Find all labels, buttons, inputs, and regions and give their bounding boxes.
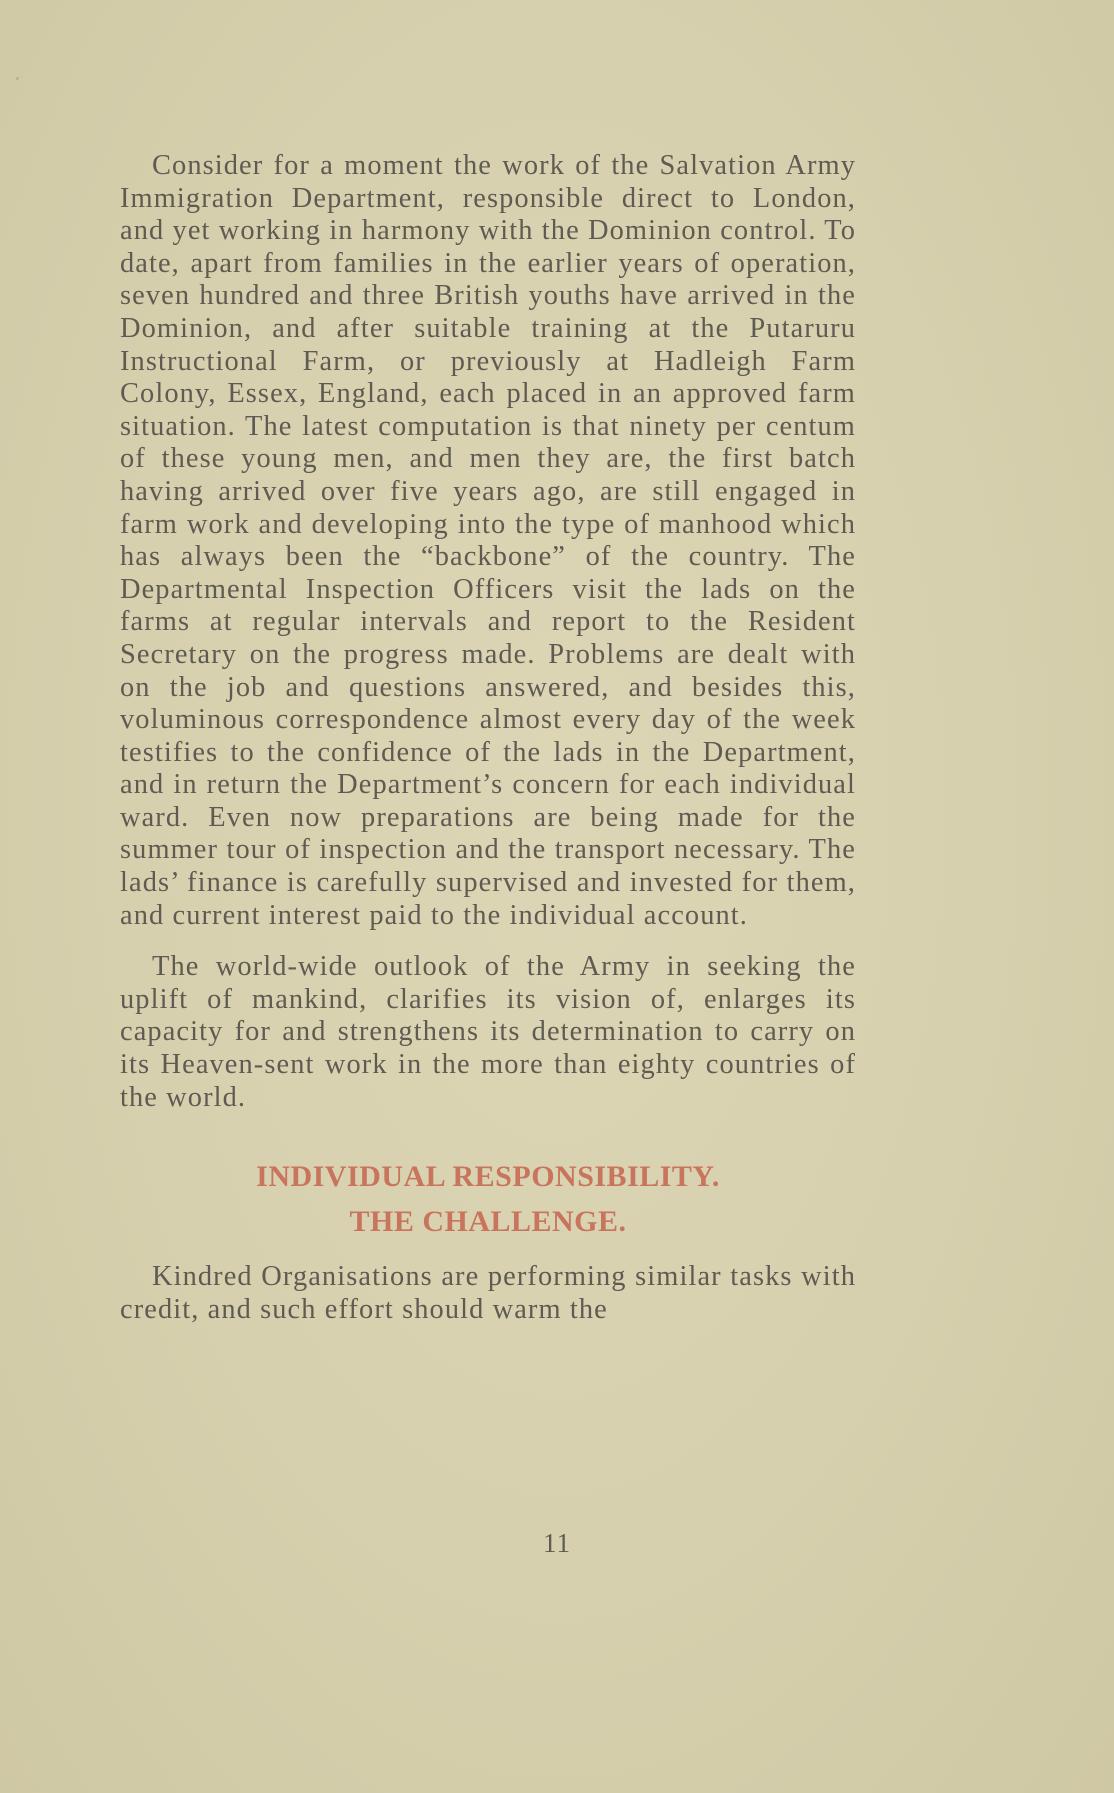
heading-line-the-challenge: THE CHALLENGE. — [349, 1205, 627, 1239]
page-number: 11 — [543, 1528, 571, 1558]
heading-line-individual-responsibility: INDIVIDUAL RESPONSIBILITY. — [256, 1160, 720, 1194]
paragraph-immigration-department: Consider for a moment the work of the Salvation Army Immigration Department, responsible direct to London, and yet working in harmony with the Dominion control. To date, apart from families in the earlier years of operation, seven hundred and three British youths have arrived in the Dominion, and after suitable training at the Putaruru Instructional Farm, or previously at Hadleigh Farm Colony, Essex, England, each placed in an approved farm situation. The latest computation is that ninety per centum of these young men, and men they are, the first batch having arrived over five years ago, are still engaged in farm work and developing into the type of manhood which has always been the “backbone” of the country. The Departmental Inspection Officers visit the lads on the farms at regular intervals and report to the Resident Secretary on the progress made. Problems are dealt with on the job and questions answered, and besides this, voluminous correspondence almost every day of the week testifies to the confidence of the lads in the Department, and in return the Department’s concern for each individual ward. Even now preparations are being made for the summer tour of inspection and the transport necessary. The lads’ finance is carefully supervised and invested for them, and current interest paid to the individual account. — [120, 150, 856, 931]
paragraph-world-wide-outlook: The world-wide outlook of the Army in seeking the uplift of mankind, clarifies its vision of, enlarges its capacity for and strengthens its determination to carry on its Heaven-sent work in the more than eighty countries of the world. — [120, 951, 856, 1113]
paragraph-kindred-organisations: Kindred Organisations are performing similar tasks with credit, and such effort should warm the — [120, 1261, 856, 1325]
paper-speck — [16, 77, 19, 80]
section-heading — [120, 1154, 856, 1244]
text-column — [120, 150, 856, 1326]
